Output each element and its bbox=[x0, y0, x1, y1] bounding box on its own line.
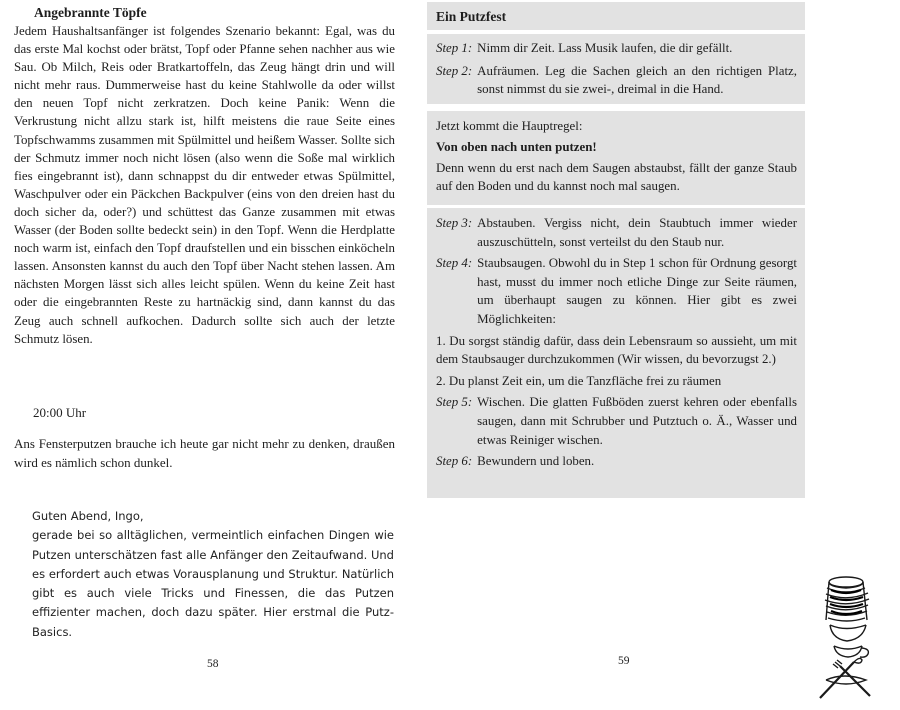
step-label: Step 4: bbox=[436, 256, 473, 271]
steps-list-1 bbox=[436, 39, 797, 99]
steps-box-1 bbox=[427, 34, 805, 104]
steps-box-2 bbox=[427, 208, 805, 498]
rule-heading: Von oben nach unten putzen! bbox=[436, 139, 597, 154]
step-2 bbox=[436, 62, 797, 99]
step-label: Step 6: bbox=[436, 454, 473, 469]
step-text: Abstauben. Vergiss nicht, dein Staubtuch immer wieder auszuschütteln, sonst verteilst du den Staub nur. bbox=[477, 216, 797, 249]
step-5 bbox=[436, 393, 797, 449]
step-label: Step 5: bbox=[436, 395, 473, 410]
body-paragraph: Jedem Haushaltsanfänger ist folgendes Szenario bekannt: Egal, was du das erste Mal kochst oder brätst, Topf oder Pfanne sehen nachher aus wie Sau. Ob Milch, Reis oder Bratkartoffeln, das Zeug hängt drin und will nicht mehr raus. Dummerweise hast du keine Stahlwolle da oder willst den neuen Topf nicht zerkratzen. Doch keine Panik: Wenn die Verkrustung nicht allzu stark ist, hilft meistens die raue Seite eines Topfschwamms zusammen mit Spülmittel und heißem Wasser. Sollte sich der Schmutz immer noch nicht lösen (also wenn die Soße mal wirklich fies eingebrannt ist), dann schnappst du dir entweder etwas Spülmittel, Waschpulver oder ein Päckchen Backpulver (eins von den dreien hast du doch sicher da, oder?) und schüttest das Ganze zusammen mit etwas Wasser (der Boden sollte bedeckt sein) in den Topf. Wenn die Herdplatte noch warm ist, einfach den Topf draufstellen und ein bisschen einköcheln lassen. Ansonsten kannst du auch den Topf über Nacht stehen lassen. Am nächsten Morgen lässt sich alles leicht spülen. Wenn du keine Zeit hast oder die eingebrannten Reste zu hartnäckig sind, dann kannst du das Zeug auch schnell aufkochen. Dadurch sollte sich auch der letzte Schmutz lösen. bbox=[14, 24, 395, 346]
step-6 bbox=[436, 452, 797, 471]
box-title-bar bbox=[427, 2, 805, 30]
note-greeting: Guten Abend, Ingo, bbox=[32, 509, 144, 523]
step-label: Step 3: bbox=[436, 216, 473, 230]
step-text: Staubsaugen. Obwohl du in Step 1 schon für Ordnung gesorgt hast, musst du immer noch etliche Dinge zur Seite räumen, um überhaupt saugen zu können. Hier gibt es zwei Möglichkeiten: bbox=[477, 256, 798, 326]
steps-list-2 bbox=[436, 214, 797, 471]
step-text: Wischen. Die glatten Fußböden zuerst kehren oder ebenfalls saugen, dann mit Schrubber und Putztuch o. Ä., Wasser und etwas Reiniger wischen. bbox=[477, 395, 797, 447]
step-text: Aufräumen. Leg die Sachen gleich an den richtigen Platz, sonst nimmst du sie zwei-, dreimal in die Hand. bbox=[477, 63, 797, 97]
rule-intro: Jetzt kommt die Hauptregel: bbox=[436, 119, 583, 133]
stacked-dishes-icon bbox=[812, 570, 898, 700]
section-title: Angebrannte Töpfe bbox=[34, 5, 147, 20]
step-4 bbox=[436, 254, 797, 328]
left-page bbox=[0, 0, 420, 710]
step-3 bbox=[436, 214, 797, 251]
step-label: Step 2: bbox=[436, 63, 473, 78]
note-body: gerade bei so alltäglichen, vermeintlich einfachen Dingen wie Putzen unterschätzen fast alle Anfänger den Zeitaufwand. Und es erfordert auch etwas Vorausplanung und Struktur. Natürlich gibt es auch viele Tricks und Finessen, die das Putzen effizienter machen, doch dazu später. Hier erstmal die Putz-Basics. bbox=[32, 528, 394, 639]
step-label: Step 1: bbox=[436, 41, 473, 55]
step-text: Nimm dir Zeit. Lass Musik laufen, die dir gefällt. bbox=[477, 41, 733, 55]
page-number-right: 59 bbox=[618, 655, 630, 667]
body-paragraph-2: Ans Fensterputzen brauche ich heute gar nicht mehr zu denken, draußen wird es nämlich schon dunkel. bbox=[14, 436, 395, 470]
box-title: Ein Putzfest bbox=[436, 9, 507, 24]
option-1: 1. Du sorgst ständig dafür, dass dein Lebensraum so aussieht, um mit dem Staubsauger durchzukommen (Wir wissen, du bevorzugst 2.) bbox=[436, 333, 797, 367]
rule-text: Denn wenn du erst nach dem Saugen abstaubst, fällt der ganze Staub auf den Boden und du kannst noch mal saugen. bbox=[436, 161, 797, 194]
main-rule-box bbox=[427, 111, 805, 205]
note-block bbox=[32, 507, 394, 642]
rule-content bbox=[436, 117, 797, 195]
right-page bbox=[420, 0, 900, 710]
step-text: Bewundern und loben. bbox=[477, 454, 595, 469]
option-2: 2. Du planst Zeit ein, um die Tanzfläche frei zu räumen bbox=[436, 373, 722, 388]
step-1 bbox=[436, 39, 797, 58]
page-number-left: 58 bbox=[207, 658, 219, 670]
time-heading: 20:00 Uhr bbox=[33, 405, 87, 420]
